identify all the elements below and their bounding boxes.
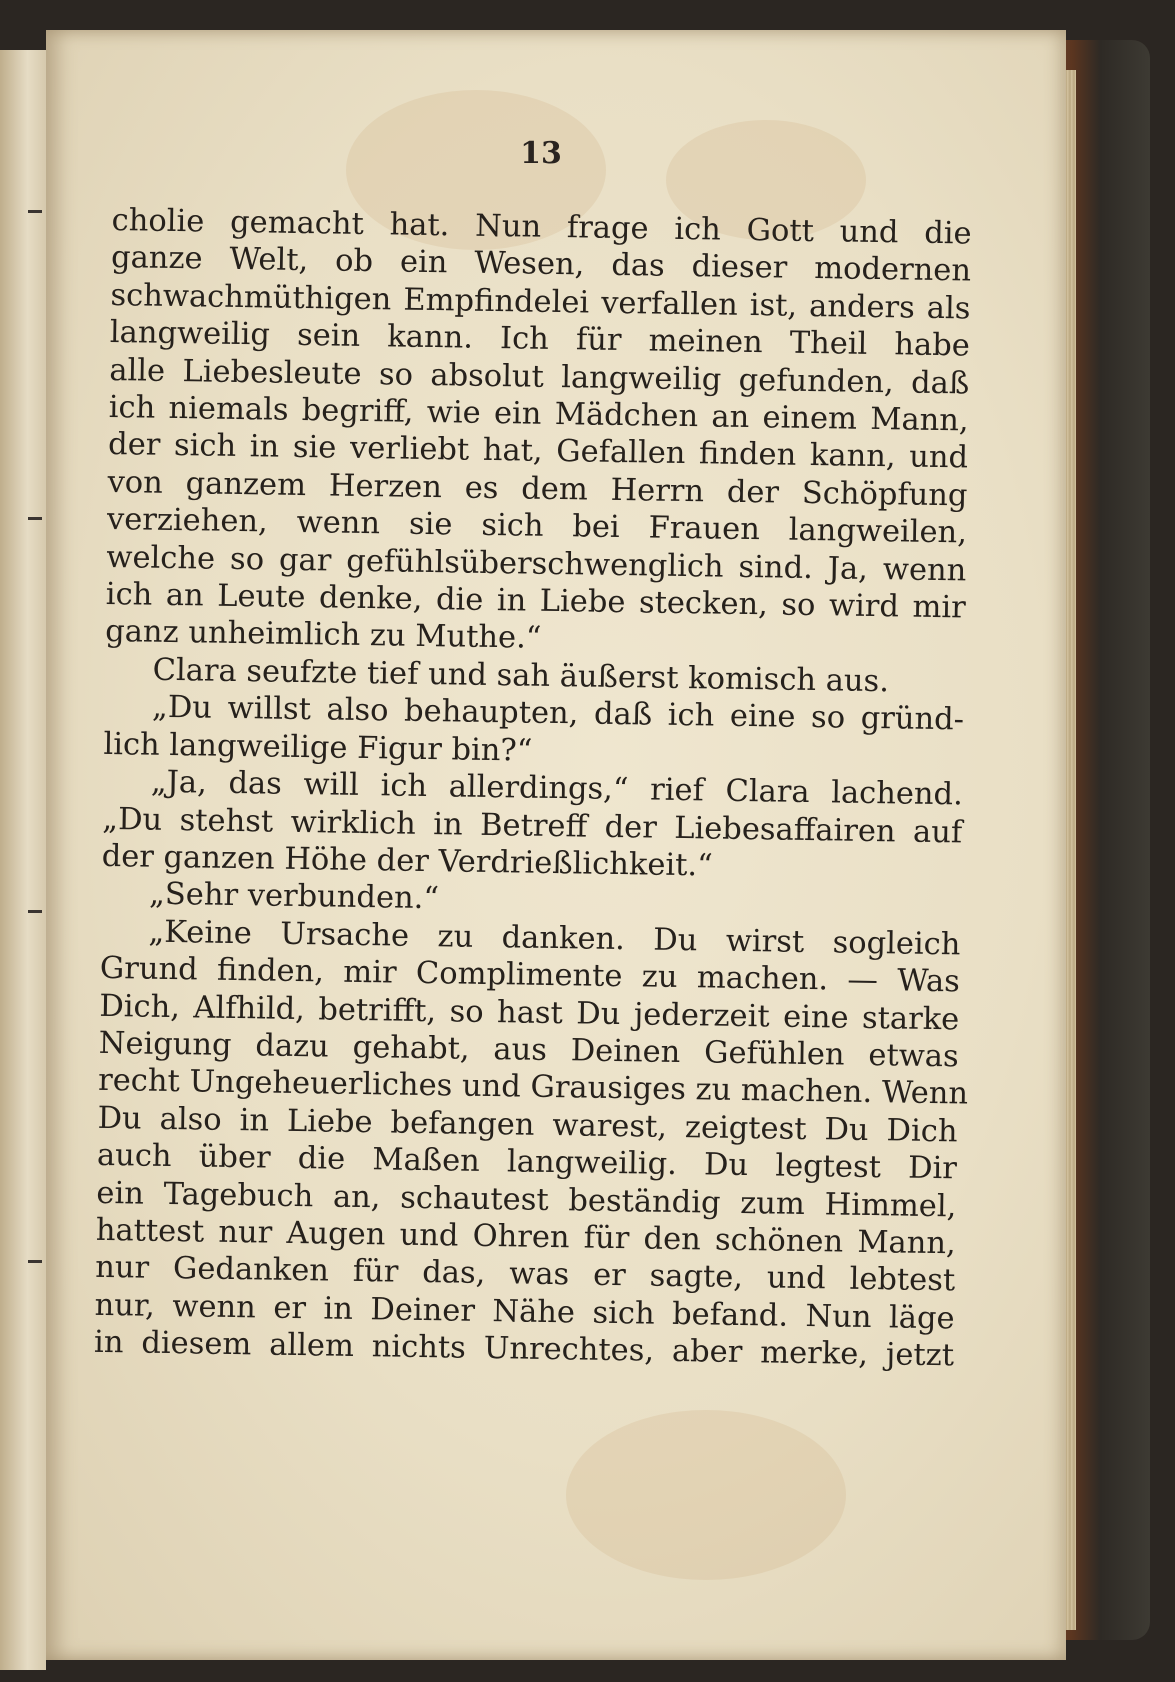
text-line: Clara seufzte tief und sah äußerst komisch aus. xyxy=(152,652,890,700)
text-line: ich niemals begriff, wie ein Mädchen an einem Mann, xyxy=(108,390,969,439)
text-line: recht Ungeheuerliches und Grausiges zu machen. Wenn xyxy=(97,1063,969,1112)
page-body-text xyxy=(94,202,972,1375)
text-line: der ganzen Höhe der Verdrießlichkeit.“ xyxy=(101,838,713,884)
text-line: in diesem allem nichts Unrechtes, aber merke, jetzt xyxy=(93,1325,955,1374)
text-line: der sich in sie verliebt hat, Gefallen finden kann, und xyxy=(107,427,969,476)
margin-mark xyxy=(28,210,42,213)
text-line: ganz unheimlich zu Muthe.“ xyxy=(104,614,542,657)
text-line: „Ja, das will ich allerdings,“ rief Clara lachend. xyxy=(150,764,964,813)
text-line: verziehen, wenn sie sich bei Frauen langweilen, xyxy=(106,502,968,551)
text-line: hattest nur Augen und Ohren für den schönen Mann, xyxy=(95,1212,957,1262)
text-line: ein Tagebuch an, schautest beständig zum Himmel, xyxy=(96,1175,957,1224)
text-line: alle Liebesleute so absolut langweilig gefunden, daß xyxy=(109,352,970,402)
text-line: schwachmüthigen Empfindelei verfallen ist, anders als xyxy=(110,277,971,327)
paper-stain xyxy=(566,1410,846,1580)
text-line: Dich, Alfhild, betrifft, so hast Du jederzeit eine starke xyxy=(99,988,960,1037)
text-line: lich langweilige Figur bin?“ xyxy=(103,726,533,769)
text-line: langweilig sein kann. Ich für meinen Theil habe xyxy=(109,315,971,364)
text-line: von ganzem Herzen es dem Herrn der Schöpfung xyxy=(107,464,968,514)
previous-page-edge xyxy=(0,50,46,1670)
text-line: nur, wenn er in Deiner Nähe sich befand. Nun läge xyxy=(94,1287,955,1337)
book-page xyxy=(46,30,1066,1660)
text-line: „Sehr verbunden.“ xyxy=(148,876,440,917)
text-line: Grund finden, mir Complimente zu machen. — Was xyxy=(99,951,961,1000)
text-line: ganze Welt, ob ein Wesen, das dieser modernen xyxy=(110,240,972,289)
margin-mark xyxy=(28,1260,42,1263)
text-line: Neigung dazu gehabt, aus Deinen Gefühlen etwas xyxy=(98,1025,959,1075)
text-line: welche so gar gefühlsüberschwenglich sind. Ja, wenn xyxy=(106,539,967,589)
margin-mark xyxy=(28,517,42,520)
text-line: „Keine Ursache zu danken. Du wirst sogleich xyxy=(148,914,961,963)
text-line: nur Gedanken für das, was er sagte, und lebtest xyxy=(94,1250,956,1299)
text-line: „Du willst also behaupten, daß ich eine so gründ- xyxy=(151,689,965,738)
margin-mark xyxy=(28,910,42,913)
page-number: 13 xyxy=(520,136,562,171)
book xyxy=(0,30,1150,1670)
text-line: ich an Leute denke, die in Liebe stecken, so wird mir xyxy=(105,577,967,626)
text-line: auch über die Maßen langweilig. Du legtest Dir xyxy=(96,1138,958,1187)
text-line: Du also in Liebe befangen warest, zeigtest Du Dich xyxy=(97,1100,958,1150)
text-line: cholie gemacht hat. Nun frage ich Gott und die xyxy=(111,202,972,252)
text-line: „Du stehst wirklich in Betreff der Liebesaffairen auf xyxy=(102,801,963,850)
